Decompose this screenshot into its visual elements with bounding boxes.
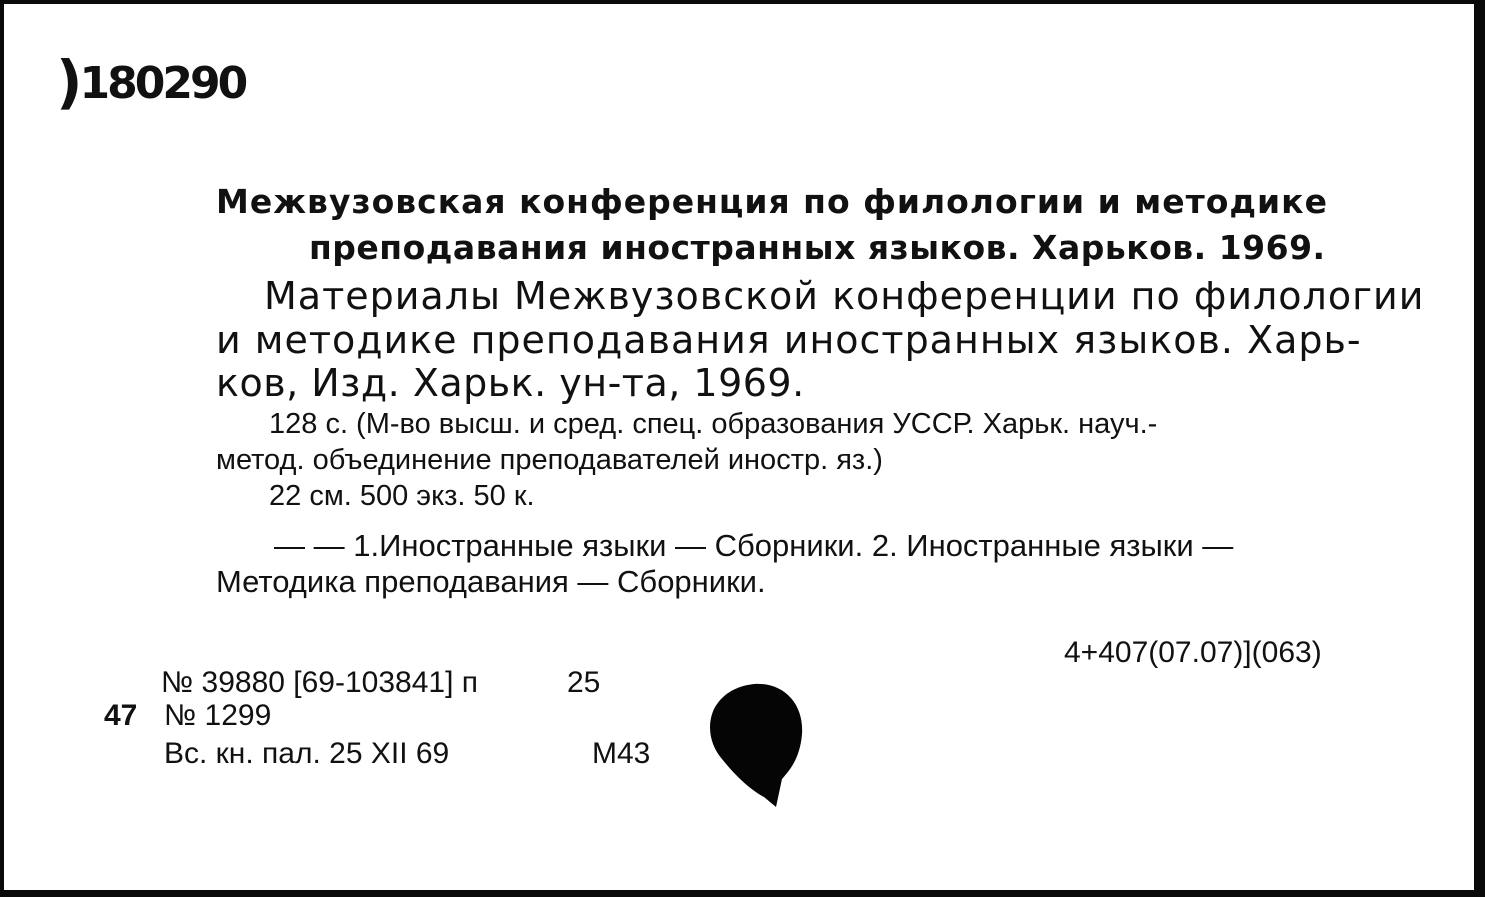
title-line-2: и методике преподавания иностранных языков. Харь- <box>216 318 1362 362</box>
title-line-1: Материалы Межвузовской конференции по филологии <box>264 274 1425 318</box>
subjects-line-2: Методика преподавания — Сборники. <box>216 564 766 599</box>
order-count: 25 <box>567 666 601 699</box>
title-line-3: ков, Изд. Харьк. ун-та, 1969. <box>216 361 805 405</box>
chamber-date-line: Вс. кн. пал. 25 XII 69 <box>164 737 450 770</box>
punch-hole-ink-blot <box>704 679 814 814</box>
classification-code: 4+407(07.07)](063) <box>1064 636 1322 669</box>
catalog-card <box>4 4 1482 890</box>
bracket-mark-icon: ) <box>56 48 80 116</box>
description-line-2: метод. объединение преподавателей иностр. яз.) <box>216 444 883 476</box>
card-id-number: 180290 <box>79 58 246 109</box>
subjects-line-1: — — 1.Иностранные языки — Сборники. 2. Иностранные языки — <box>274 528 1234 563</box>
card-id <box>56 44 246 116</box>
chamber-code: М43 <box>592 737 651 770</box>
order-prefix: 47 <box>104 699 138 732</box>
order-number-line: № 39880 [69-103841] п <box>161 666 478 699</box>
order-number-2: № 1299 <box>164 699 272 732</box>
description-line-3: 22 см. 500 экз. 50 к. <box>269 480 535 512</box>
description-line-1: 128 с. (М-во высш. и сред. спец. образования УССР. Харьк. науч.- <box>269 408 1158 440</box>
heading-line-2: преподавания иностранных языков. Харьков. 1969. <box>309 228 1326 267</box>
heading-line-1: Межвузовская конференция по филологии и методике <box>216 182 1328 221</box>
